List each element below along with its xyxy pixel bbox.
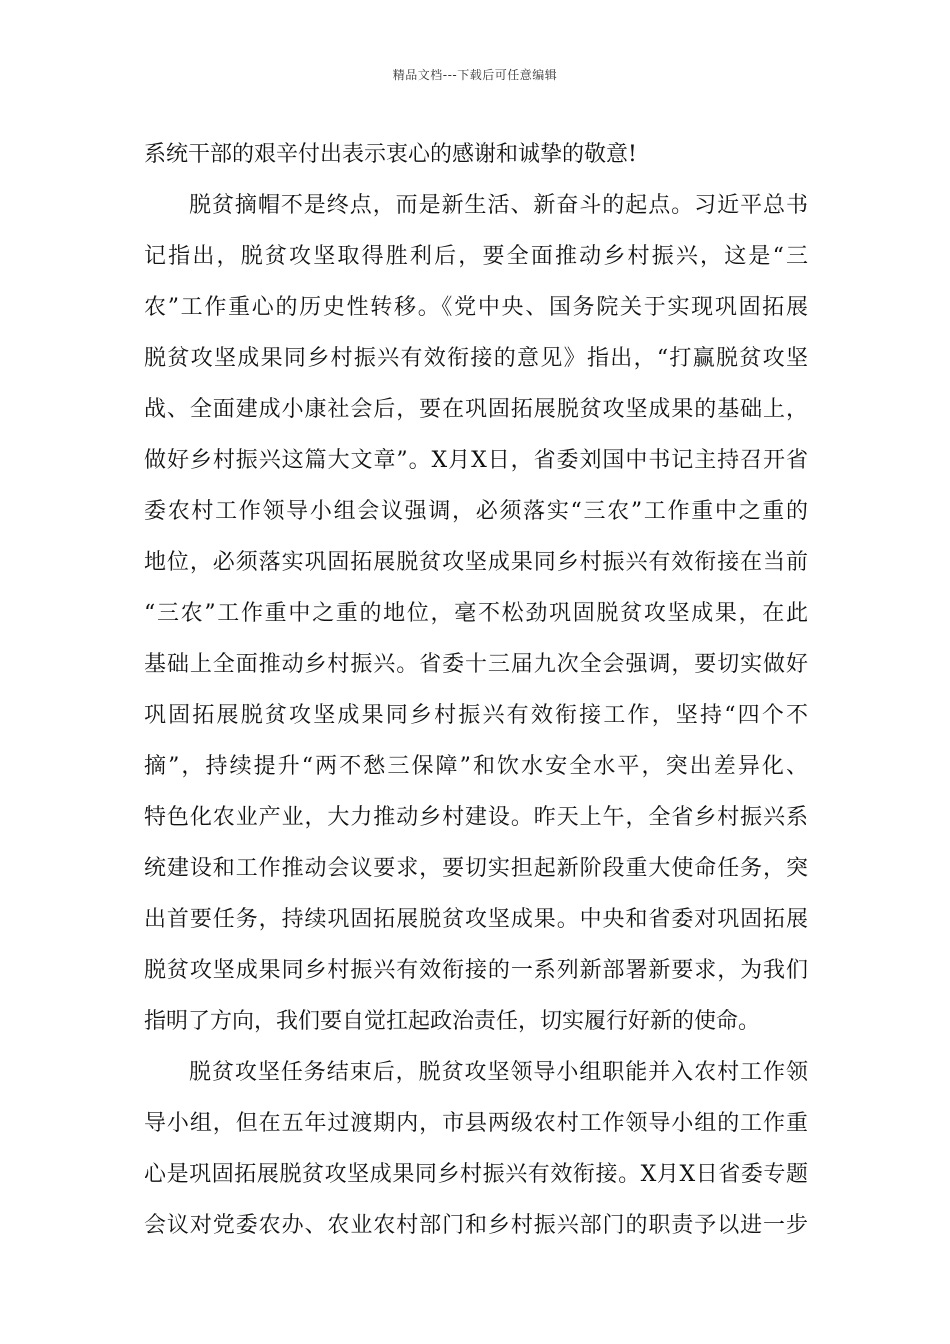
- paragraph-line: 指明了方向，我们要自觉扛起政治责任，切实履行好新的使命。: [144, 1009, 761, 1034]
- paragraph-line: 巩固拓展脱贫攻坚成果同乡村振兴有效衔接工作，坚持“四个不: [144, 703, 808, 728]
- paragraph-line: 摘”，持续提升“两不愁三保障”和饮水安全水平，突出差异化、: [144, 754, 808, 779]
- paragraph-line: 脱贫攻坚成果同乡村振兴有效衔接的一系列新部署新要求，为我们: [144, 958, 808, 983]
- page-header: 精品文档---下载后可任意编辑: [392, 68, 558, 82]
- paragraph-line: 系统干部的艰辛付出表示衷心的感谢和诚挚的敬意!: [144, 142, 637, 167]
- paragraph-line: “三农”工作重中之重的地位，毫不松劲巩固脱贫攻坚成果，在此: [144, 601, 808, 626]
- paragraph-line: 委农村工作领导小组会议强调，必须落实“三农”工作重中之重的: [144, 499, 808, 524]
- paragraph-line: 脱贫摘帽不是终点，而是新生活、新奋斗的起点。习近平总书: [189, 193, 808, 218]
- paragraph-line: 地位，必须落实巩固拓展脱贫攻坚成果同乡村振兴有效衔接在当前: [144, 550, 808, 575]
- paragraph-line: 统建设和工作推动会议要求，要切实担起新阶段重大使命任务，突: [144, 856, 808, 881]
- paragraph-line: 心是巩固拓展脱贫攻坚成果同乡村振兴有效衔接。X月X日省委专题: [144, 1162, 808, 1187]
- paragraph-line: 战、全面建成小康社会后，要在巩固拓展脱贫攻坚成果的基础上，: [144, 397, 808, 422]
- paragraph-line: 会议对党委农办、农业农村部门和乡村振兴部门的职责予以进一步: [144, 1213, 808, 1238]
- paragraph-line: 脱贫攻坚成果同乡村振兴有效衔接的意见》指出，“打赢脱贫攻坚: [144, 346, 808, 371]
- paragraph-line: 出首要任务，持续巩固拓展脱贫攻坚成果。中央和省委对巩固拓展: [144, 907, 808, 932]
- paragraph-line: 基础上全面推动乡村振兴。省委十三届九次全会强调，要切实做好: [144, 652, 808, 677]
- paragraph-line: 特色化农业产业，大力推动乡村建设。昨天上午，全省乡村振兴系: [144, 805, 808, 830]
- paragraph-line: 做好乡村振兴这篇大文章”。X月X日，省委刘国中书记主持召开省: [144, 448, 808, 473]
- paragraph-line: 记指出，脱贫攻坚取得胜利后，要全面推动乡村振兴，这是“三: [144, 244, 808, 269]
- paragraph-line: 农”工作重心的历史性转移。《党中央、国务院关于实现巩固拓展: [144, 295, 808, 320]
- paragraph-line: 导小组，但在五年过渡期内，市县两级农村工作领导小组的工作重: [144, 1111, 808, 1136]
- document-body: [144, 129, 808, 1251]
- paragraph-line: 脱贫攻坚任务结束后，脱贫攻坚领导小组职能并入农村工作领: [189, 1060, 808, 1085]
